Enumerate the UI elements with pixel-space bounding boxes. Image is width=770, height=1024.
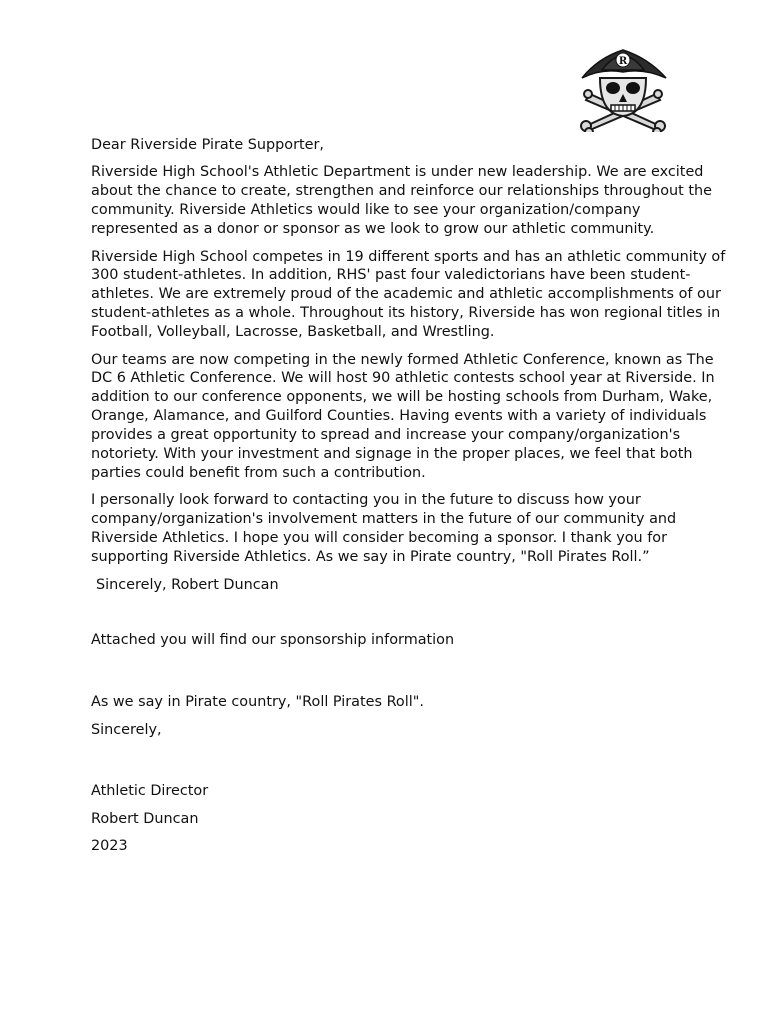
letter-year: 2023 [91,837,128,854]
salutation: Dear Riverside Pirate Supporter, [91,137,324,153]
closing: Sincerely, [91,721,162,738]
motto: As we say in Pirate country, "Roll Pirates Roll". [91,694,424,711]
hat-letter: R [618,56,628,67]
signer-title: Athletic Director [91,783,209,800]
attachment-note: Attached you will find our sponsorship information [91,631,455,648]
paragraph-conference: Our teams are now competing in the newly formed Athletic Conference, known as The DC 6 Athletic Conference. We will host 90 athletic contests school year at Riverside. In addition to our conference opponents, we will be hosting schools from Durham, Wake, Orange, Alamance, and Guilford Counties. Having events with a variety of individuals provides a great opportunity to spread and increase your company/organization's notoriety. With your investment and signage in the proper places, we feel that both parties could benefit from such a contribution. [91,351,715,481]
signoff-inline: Sincerely, Robert Duncan [96,576,279,593]
paragraph-closing: I personally look forward to contacting you in the future to discuss how your company/organization's involvement matters in the future of our community and Riverside Athletics. I hope you will consider becoming a sponsor. I thank you for supporting Riverside Athletics. As we say in Pirate country, "Roll Pirates Roll.” [91,492,677,566]
pirate-skull-logo-icon [578,42,668,132]
signer-name: Robert Duncan [91,810,199,827]
letter-body [91,136,731,864]
paragraph-sports: Riverside High School competes in 19 different sports and has an athletic community of 300 student-athletes. In addition, RHS' past four valedictorians have been student-athletes. We are extremely proud of the academic and athletic accomplishments of our student-athletes as a whole. Throughout its history, Riverside has won regional titles in Football, Volleyball, Lacrosse, Basketball, and Wrestling. [91,248,726,341]
paragraph-intro: Riverside High School's Athletic Department is under new leadership. We are excited about the chance to create, strengthen and reinforce our relationships throughout the community. Riverside Athletics would like to see your organization/company represented as a donor or sponsor as we look to grow our athletic community. [91,164,713,238]
